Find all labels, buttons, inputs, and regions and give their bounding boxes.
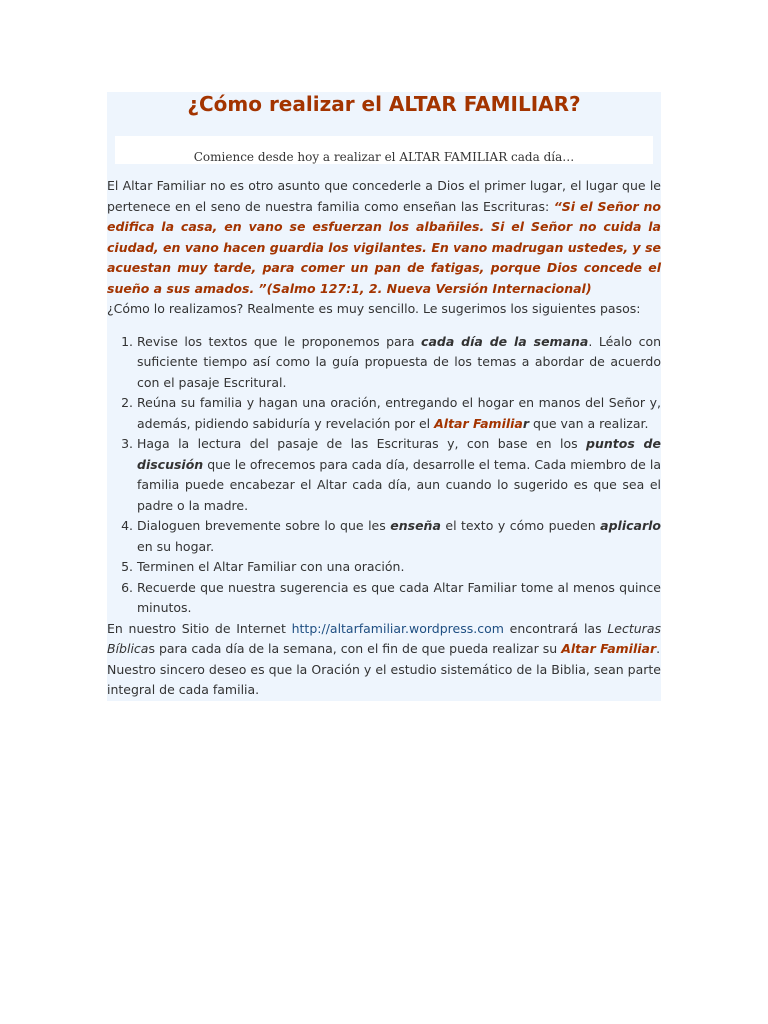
site-text: s para cada día de la semana, con el fin de que pueda realizar su <box>148 641 562 656</box>
step-text: Revise los textos que le proponemos para <box>137 333 422 349</box>
site-text: . <box>656 641 661 656</box>
list-item <box>137 434 661 516</box>
list-item <box>137 332 661 394</box>
site-paragraph <box>107 619 661 660</box>
site-text: encontrará las <box>503 620 608 636</box>
step-emphasis: r <box>522 415 530 431</box>
step-text: Terminen el Altar Familiar con una oración. <box>137 559 405 574</box>
step-text: Recuerde que nuestra sugerencia es que cada Altar Familiar tome al menos quince minutos. <box>137 579 661 615</box>
step-text: Dialoguen brevemente sobre lo que les <box>137 518 391 533</box>
subtitle: Comience desde hoy a realizar el ALTAR FAMILIAR cada día… <box>193 150 575 164</box>
list-item <box>137 557 661 578</box>
question-paragraph: ¿Cómo lo realizamos? Realmente es muy sencillo. Le sugerimos los siguientes pasos: <box>107 301 641 316</box>
intro-paragraph <box>107 164 661 299</box>
step-text: en su hogar. <box>137 538 215 554</box>
step-emphasis: enseña <box>390 518 441 533</box>
site-accent: Altar Familiar <box>561 641 657 656</box>
intro-text: El Altar Familiar no es otro asunto que concederle a Dios el primer lugar, el lugar que le pertenece en el seno de nuestra familia como enseñan las Escrituras: <box>107 178 661 214</box>
steps-list <box>107 332 661 619</box>
article <box>107 92 661 701</box>
closing-paragraph: Nuestro sincero deseo es que la Oración y el estudio sistemático de la Biblia, sean parte integral de cada familia. <box>107 661 661 697</box>
subtitle-band <box>115 136 653 164</box>
site-text: En nuestro Sitio de Internet <box>107 620 292 636</box>
step-text: que van a realizar. <box>529 415 649 431</box>
psalm-quote: “Si el Señor no edifica la casa, en vano se esfuerzan los albañiles. Si el Señor no cuida la ciudad, en vano hacen guardia los vigilantes. En vano madrugan ustedes, y se acuestan muy tarde, para comer un pan de fatigas, porque Dios concede el sueño a sus amados. ”(Salmo 127:1, 2. Nueva Versión Internacional) <box>107 198 662 296</box>
body-text <box>107 164 661 701</box>
site-link[interactable]: http://altarfamiliar.wordpress.com <box>291 620 504 636</box>
step-text: . Léalo con suficiente tiempo así como la guía propuesta de los temas a abordar de acuerdo con el pasaje Escritural. <box>137 333 662 390</box>
step-emphasis: puntos de discusión <box>137 436 661 472</box>
list-item <box>137 578 661 619</box>
site-italic: Lecturas Bíblica <box>107 620 661 656</box>
list-item <box>137 516 661 557</box>
page-title: ¿Cómo realizar el ALTAR FAMILIAR? <box>187 92 581 116</box>
step-text: Reúna su familia y hagan una oración, entregando el hogar en manos del Señor y, además, pidiendo sabiduría y revelación por el <box>137 395 661 431</box>
step-emphasis: aplicarlo <box>600 518 661 533</box>
step-emphasis: cada día de la semana <box>421 333 589 349</box>
step-text: el texto y cómo pueden <box>440 518 601 533</box>
step-text: Haga la lectura del pasaje de las Escrituras y, con base en los <box>137 436 587 451</box>
list-item <box>137 393 661 434</box>
step-text: que le ofrecemos para cada día, desarrolle el tema. Cada miembro de la familia puede encabezar el Altar cada día, aun cuando lo sugerido es que sea el padre o la madre. <box>137 456 661 513</box>
step-accent: Altar Familia <box>434 415 523 431</box>
